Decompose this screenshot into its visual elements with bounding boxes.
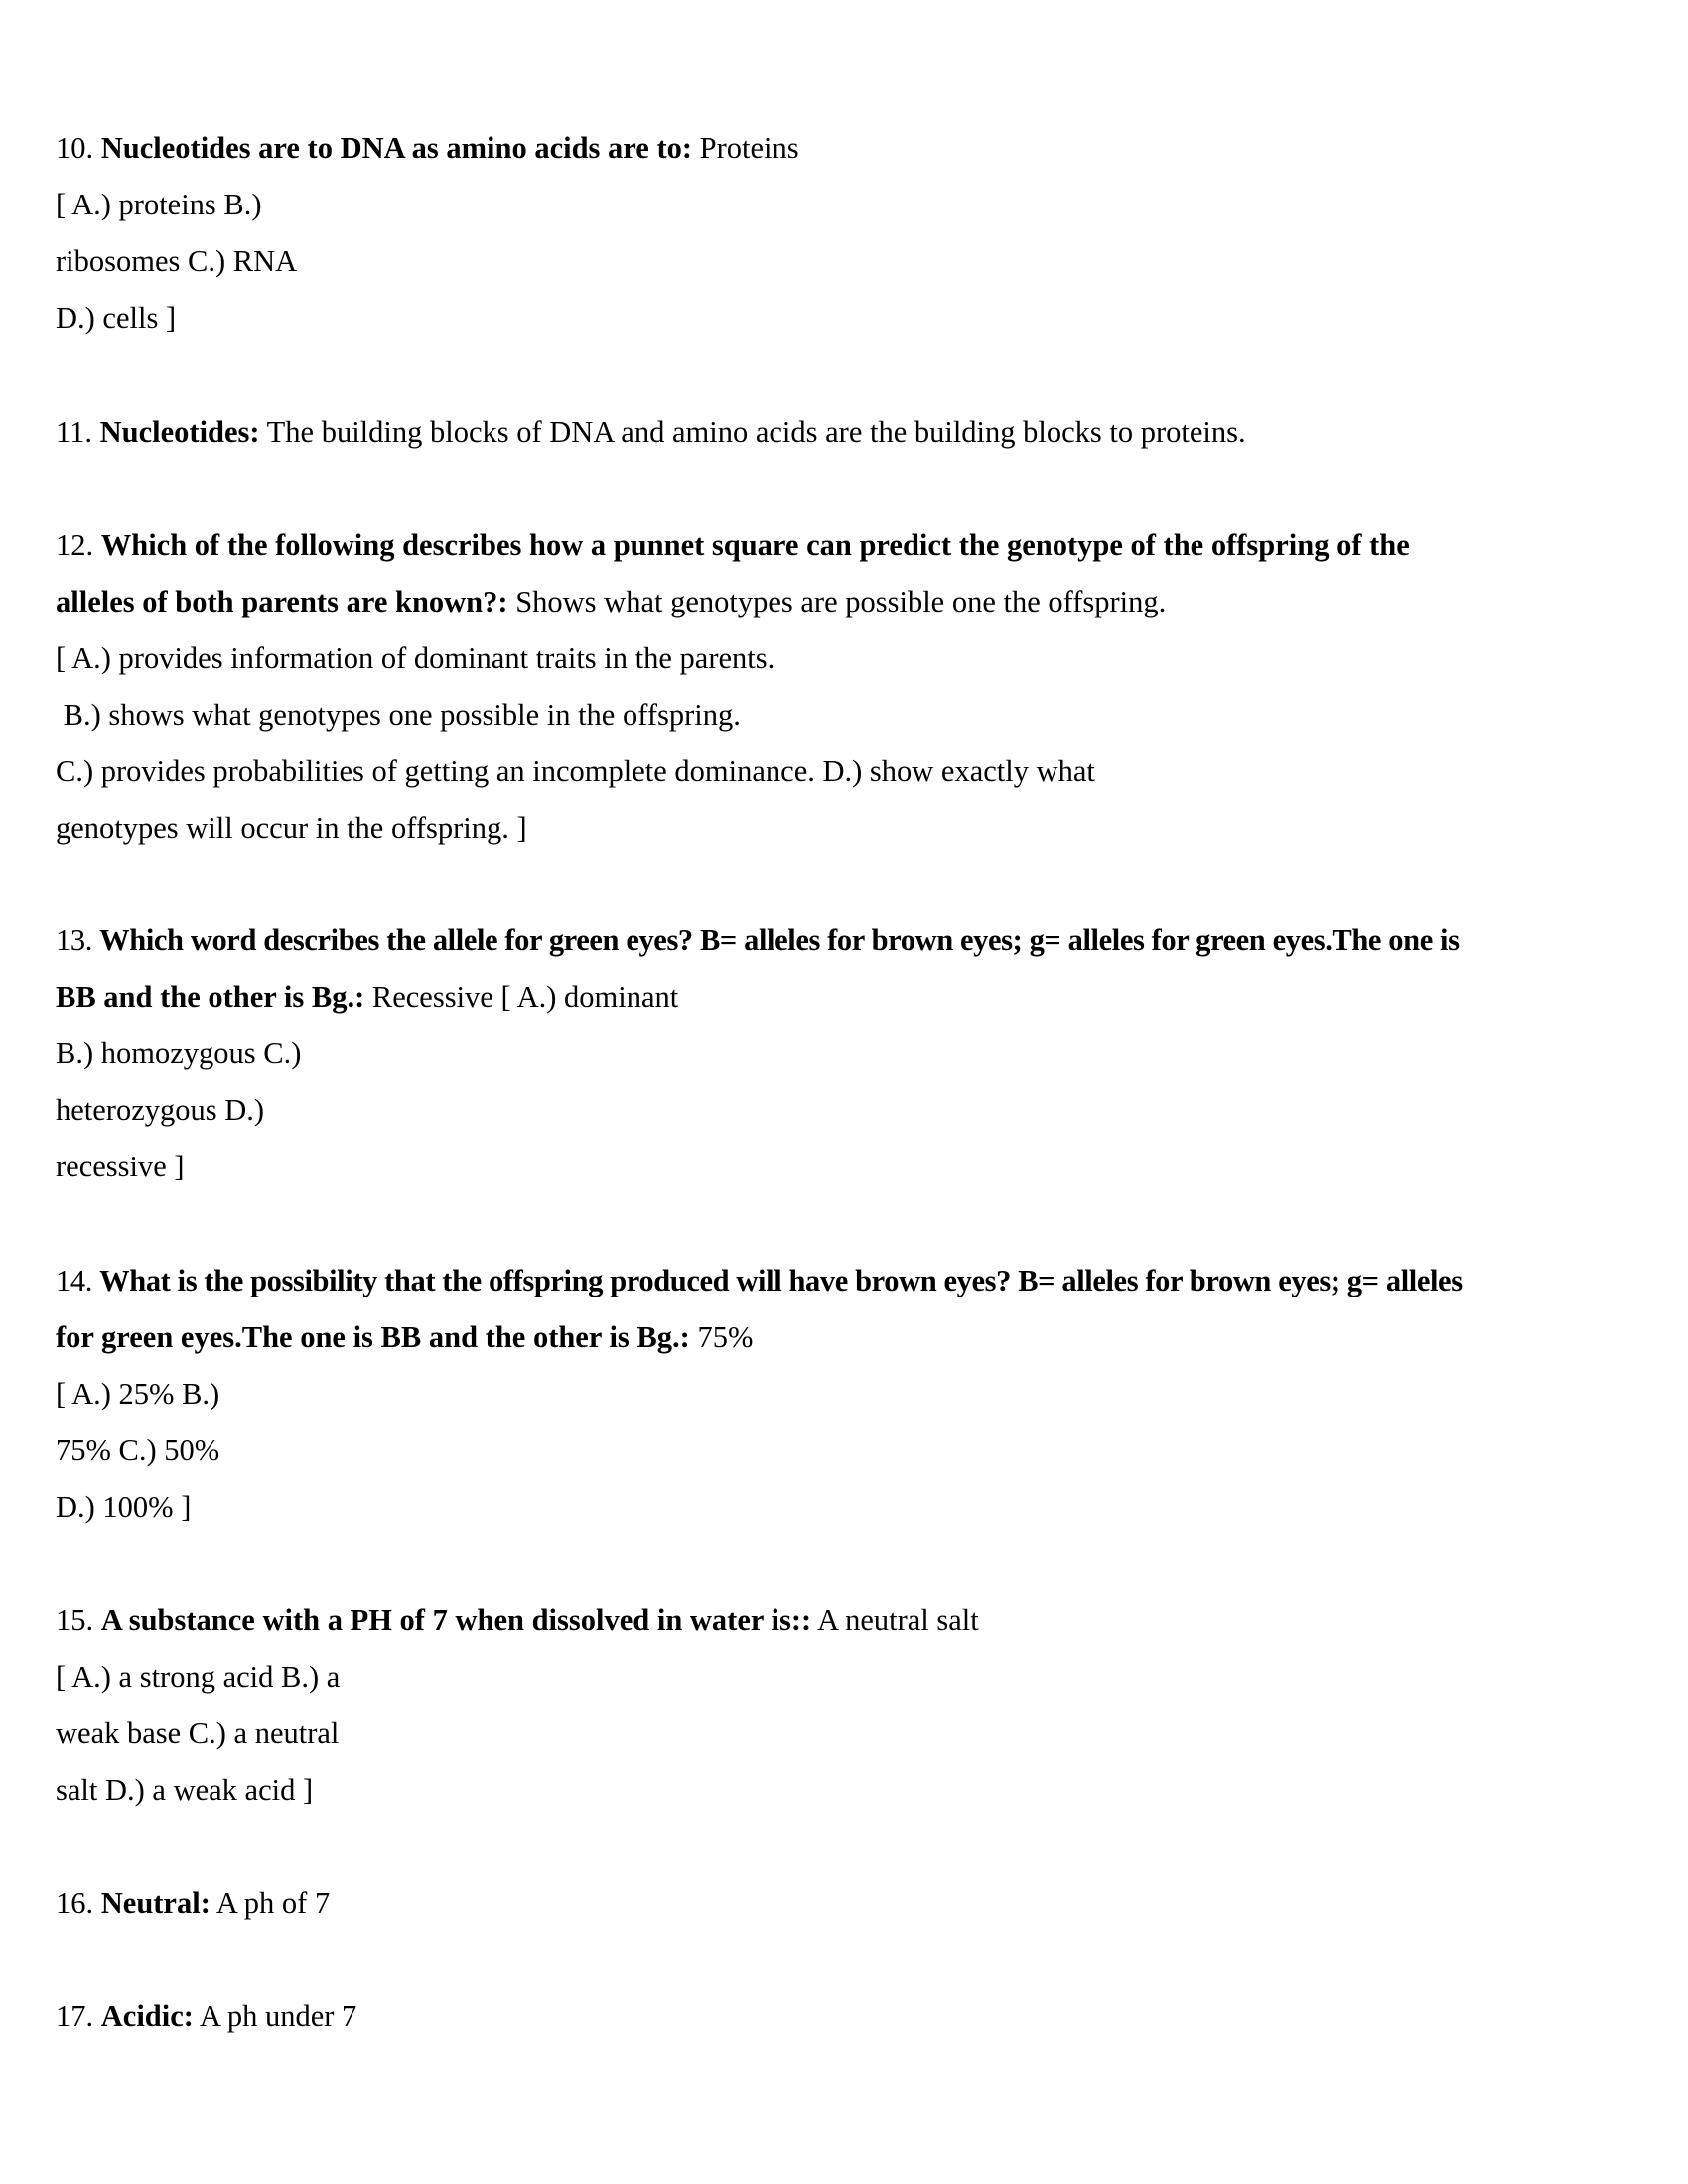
option-line: [ A.) a strong acid B.) a bbox=[56, 1660, 341, 1694]
question-number: 17. bbox=[56, 1999, 94, 2033]
question-line bbox=[56, 130, 799, 166]
question-line bbox=[56, 527, 1410, 563]
question-number: 14. bbox=[56, 1264, 92, 1297]
question-prompt: What is the possibility that the offspring produced will have brown eyes? B= alleles for brown eyes; g= alleles bbox=[99, 1264, 1463, 1297]
definition-line bbox=[56, 1885, 330, 1921]
question-prompt: alleles of both parents are known?: bbox=[56, 585, 508, 618]
definition-line bbox=[56, 414, 1246, 450]
answer: A neutral salt bbox=[817, 1603, 979, 1637]
definition: A ph under 7 bbox=[199, 1999, 357, 2033]
question-prompt: BB and the other is Bg.: bbox=[56, 980, 365, 1014]
definition-line bbox=[56, 1998, 356, 2034]
option-line: 75% C.) 50% bbox=[56, 1433, 220, 1467]
option-line: heterozygous D.) bbox=[56, 1093, 265, 1127]
question-number: 13. bbox=[56, 923, 92, 957]
definition: The building blocks of DNA and amino acids are the building blocks to proteins. bbox=[266, 415, 1246, 449]
question-line bbox=[56, 922, 1460, 958]
option-line: B.) shows what genotypes one possible in the offspring. bbox=[56, 698, 741, 732]
question-number: 15. bbox=[56, 1603, 94, 1637]
answer: 75% bbox=[697, 1320, 754, 1354]
question-prompt: Nucleotides are to DNA as amino acids are to: bbox=[100, 131, 693, 165]
question-line bbox=[56, 1263, 1463, 1298]
option-line: [ A.) proteins B.) bbox=[56, 188, 262, 221]
question-line bbox=[56, 1319, 753, 1355]
question-line bbox=[56, 1602, 979, 1638]
question-number: 10. bbox=[56, 131, 94, 165]
definition: A ph of 7 bbox=[215, 1886, 331, 1920]
question-prompt: A substance with a PH of 7 when dissolved in water is:: bbox=[100, 1603, 812, 1637]
option-line: B.) homozygous C.) bbox=[56, 1036, 302, 1070]
option-line: weak base C.) a neutral bbox=[56, 1716, 340, 1750]
term: Nucleotides: bbox=[99, 415, 260, 449]
question-line bbox=[56, 584, 1166, 619]
option-line: recessive ] bbox=[56, 1150, 185, 1183]
answer: Proteins bbox=[699, 131, 799, 165]
option-line: D.) 100% ] bbox=[56, 1490, 192, 1524]
question-number: 16. bbox=[56, 1886, 94, 1920]
answer: Shows what genotypes are possible one the offspring. bbox=[515, 585, 1167, 618]
question-prompt: Which of the following describes how a punnet square can predict the genotype of the offspring of the bbox=[100, 528, 1410, 562]
term: Neutral: bbox=[100, 1886, 211, 1920]
option-line: D.) cells ] bbox=[56, 301, 177, 335]
question-prompt: Which word describes the allele for green eyes? B= alleles for brown eyes; g= alleles for green eyes.The one is bbox=[99, 923, 1460, 957]
question-number: 11. bbox=[56, 415, 92, 449]
option-line: [ A.) 25% B.) bbox=[56, 1377, 220, 1411]
question-prompt: for green eyes.The one is BB and the other is Bg.: bbox=[56, 1320, 690, 1354]
option-line: ribosomes C.) RNA bbox=[56, 244, 298, 278]
term: Acidic: bbox=[100, 1999, 194, 2033]
answer: Recessive [ A.) dominant bbox=[371, 980, 679, 1014]
question-number: 12. bbox=[56, 528, 94, 562]
option-line: genotypes will occur in the offspring. ] bbox=[56, 811, 527, 845]
question-line bbox=[56, 979, 678, 1015]
option-line: [ A.) provides information of dominant traits in the parents. bbox=[56, 641, 775, 675]
option-line: C.) provides probabilities of getting an incomplete dominance. D.) show exactly what bbox=[56, 754, 1095, 788]
option-line: salt D.) a weak acid ] bbox=[56, 1773, 314, 1807]
